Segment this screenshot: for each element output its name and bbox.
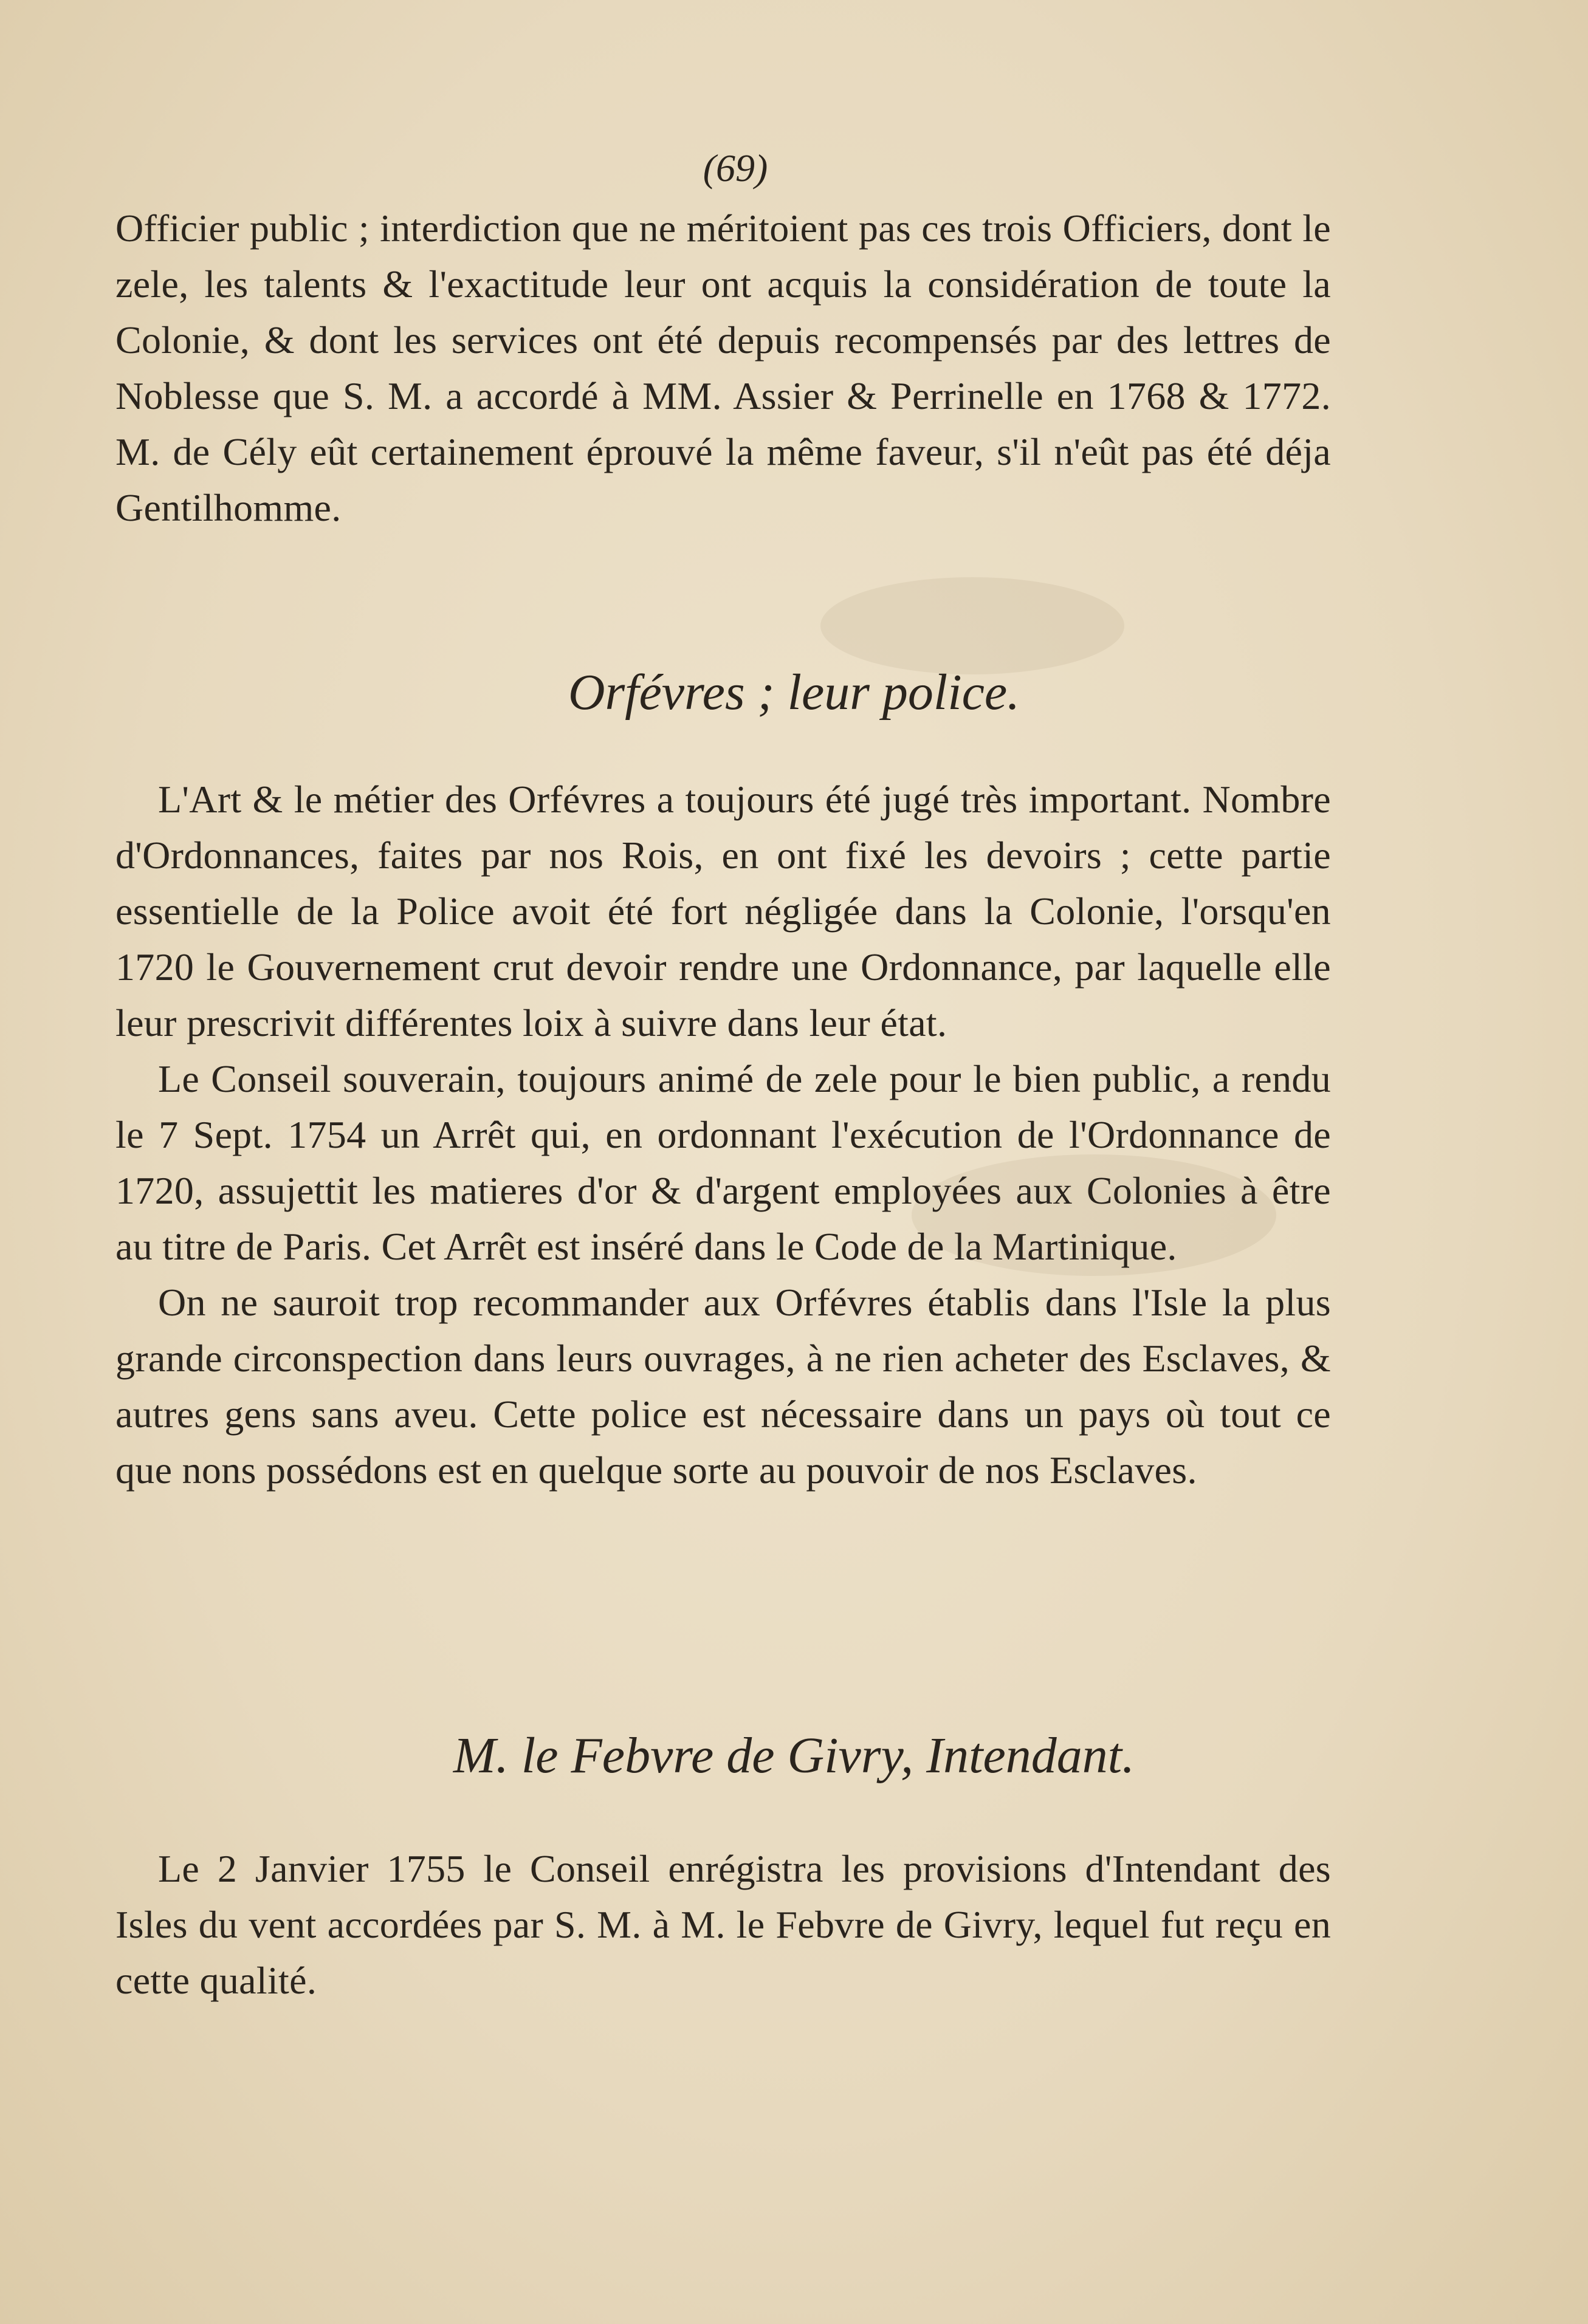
intendant-text-block (115, 1841, 1331, 2009)
page-number: (69) (703, 146, 768, 190)
intendant-paragraph: Le 2 Janvier 1755 le Conseil enrégistra les provisions d'Intendant des Isles du vent accordées par S. M. à M. le Febvre de Givry, lequel fut reçu en cette qualité. (115, 1847, 1331, 2002)
intro-text-block (115, 201, 1331, 536)
intro-paragraph: Officier public ; interdiction que ne méritoient pas ces trois Officiers, dont le zele, les talents & l'exactitude leur ont acquis la considération de toute la Colonie, & dont les services ont été depuis recompensés par des lettres de Noblesse que S. M. a accordé à MM. Assier & Perrinelle en 1768 & 1772. M. de Cély eût certainement éprouvé la même faveur, s'il n'eût pas été déja Gentilhomme. (115, 207, 1331, 529)
orfevres-paragraph-2: Le Conseil souverain, toujours animé de zele pour le bien public, a rendu le 7 Sept. 1754 un Arrêt qui, en ordonnant l'exécution de l'Ordonnance de 1720, assujettit les matieres d'or & d'argent employées aux Colonies à être au titre de Paris. Cet Arrêt est inséré dans le Code de la Martinique. (115, 1057, 1331, 1268)
section-heading-intendant: M. le Febvre de Givry, Intendant. (453, 1727, 1135, 1784)
section-heading-orfevres: Orfévres ; leur police. (568, 664, 1020, 721)
page-stain (820, 577, 1124, 674)
orfevres-paragraph-1: L'Art & le métier des Orfévres a toujours été jugé très important. Nombre d'Ordonnances, faites par nos Rois, en ont fixé les devoirs ; cette partie essentielle de la Police avoit été fort négligée dans la Colonie, l'orsqu'en 1720 le Gouvernement crut devoir rendre une Ordonnance, par laquelle elle leur prescrivit différentes loix à suivre dans leur état. (115, 778, 1331, 1044)
orfevres-paragraph-3: On ne sauroit trop recommander aux Orfévres établis dans l'Isle la plus grande circonspection dans leurs ouvrages, à ne rien acheter des Esclaves, & autres gens sans aveu. Cette police est nécessaire dans un pays où tout ce que nons possédons est en quelque sorte au pouvoir de nos Esclaves. (115, 1281, 1331, 1492)
orfevres-text-block (115, 772, 1331, 1498)
